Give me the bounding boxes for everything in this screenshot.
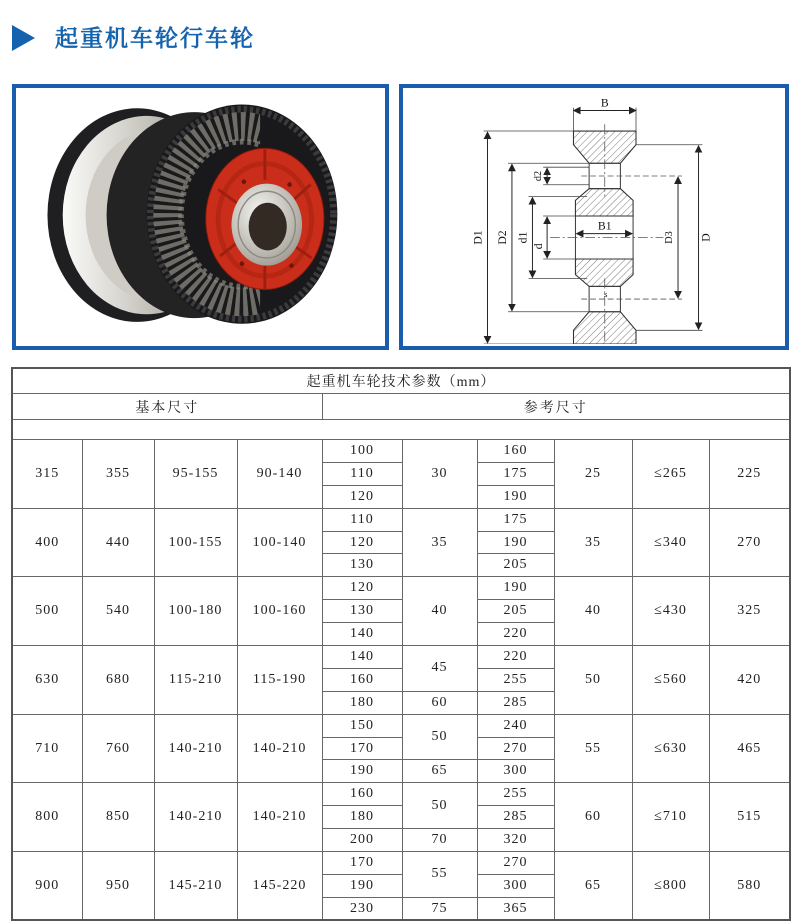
table-cell: 145-210 xyxy=(154,852,237,921)
table-cell: 140 xyxy=(322,646,402,669)
table-cell: 100-160 xyxy=(237,577,322,646)
table-row xyxy=(12,508,790,531)
table-cell: 900 xyxy=(12,852,82,921)
table-cell: 100-180 xyxy=(154,577,237,646)
table-cell: 75 xyxy=(402,897,477,920)
table-cell: 285 xyxy=(477,691,554,714)
page-header xyxy=(12,20,255,53)
table-cell: 65 xyxy=(402,760,477,783)
table-cell: 65 xyxy=(554,852,632,921)
table-cell: ≤630 xyxy=(632,714,709,783)
table-cell: 540 xyxy=(82,577,154,646)
table-title-row xyxy=(12,368,790,394)
table-cell: 200 xyxy=(322,829,402,852)
dim-s: s xyxy=(604,289,608,300)
table-cell: 115-210 xyxy=(154,646,237,715)
table-cell: 190 xyxy=(477,485,554,508)
table-cell: 320 xyxy=(477,829,554,852)
table-cell: 95-155 xyxy=(154,440,237,509)
table-cell: 400 xyxy=(12,508,82,577)
photo-frame xyxy=(12,84,389,350)
table-cell: 760 xyxy=(82,714,154,783)
table-cell: 130 xyxy=(322,554,402,577)
table-cell: 300 xyxy=(477,760,554,783)
table-cell: 180 xyxy=(322,806,402,829)
table-cell: 115-190 xyxy=(237,646,322,715)
table-cell: 175 xyxy=(477,508,554,531)
table-cell: 190 xyxy=(322,760,402,783)
table-row xyxy=(12,646,790,669)
table-cell: 140-210 xyxy=(154,714,237,783)
table-cell: 500 xyxy=(12,577,82,646)
table-cell: 285 xyxy=(477,806,554,829)
table-cell: 100 xyxy=(322,440,402,463)
table-cell: 160 xyxy=(322,668,402,691)
table-cell: 950 xyxy=(82,852,154,921)
table-cell: ≤710 xyxy=(632,783,709,852)
spec-table xyxy=(11,367,791,921)
table-cell: 205 xyxy=(477,554,554,577)
table-cell: 150 xyxy=(322,714,402,737)
table-cell: 130 xyxy=(322,600,402,623)
table-cell: 190 xyxy=(322,874,402,897)
table-cell: 30 xyxy=(402,440,477,509)
table-cell: 190 xyxy=(477,531,554,554)
table-cell: 365 xyxy=(477,897,554,920)
table-cell: 420 xyxy=(709,646,790,715)
table-cell: 50 xyxy=(554,646,632,715)
table-cell: 50 xyxy=(402,714,477,760)
table-cell: 35 xyxy=(402,508,477,577)
table-cell: 100-140 xyxy=(237,508,322,577)
table-row xyxy=(12,440,790,463)
table-cell: 145-220 xyxy=(237,852,322,921)
table-cell: 140-210 xyxy=(154,783,237,852)
table-cell: 255 xyxy=(477,668,554,691)
table-cell: 220 xyxy=(477,623,554,646)
table-cell: 190 xyxy=(477,577,554,600)
wheel-table-body xyxy=(12,440,790,921)
table-cell: 110 xyxy=(322,462,402,485)
table-cell: 25 xyxy=(554,440,632,509)
table-cell: 180 xyxy=(322,691,402,714)
table-row xyxy=(12,852,790,875)
table-row xyxy=(12,577,790,600)
table-cell: 225 xyxy=(709,440,790,509)
dim-B1: B1 xyxy=(597,219,612,233)
table-row xyxy=(12,714,790,737)
table-cell: 140-210 xyxy=(237,714,322,783)
table-cell: 45 xyxy=(402,646,477,692)
table-cell: 205 xyxy=(477,600,554,623)
table-cell: 580 xyxy=(709,852,790,921)
table-cell: 800 xyxy=(12,783,82,852)
table-cell: 325 xyxy=(709,577,790,646)
dim-B: B xyxy=(600,96,609,110)
table-cell: 120 xyxy=(322,485,402,508)
table-cell: ≤430 xyxy=(632,577,709,646)
table-cell: 270 xyxy=(477,737,554,760)
table-cell: 160 xyxy=(322,783,402,806)
table-cell: 40 xyxy=(402,577,477,646)
table-cell: 90-140 xyxy=(237,440,322,509)
table-cell: 55 xyxy=(402,852,477,898)
table-cell: 255 xyxy=(477,783,554,806)
table-row xyxy=(12,783,790,806)
page-title: 起重机车轮行车轮 xyxy=(55,25,255,51)
table-cell: 315 xyxy=(12,440,82,509)
dim-d1: d1 xyxy=(516,231,530,244)
dim-d2: d2 xyxy=(533,170,545,182)
table-cell: 270 xyxy=(477,852,554,875)
right-triangle-icon xyxy=(12,25,35,51)
table-cell: 70 xyxy=(402,829,477,852)
table-cell: ≤265 xyxy=(632,440,709,509)
table-cell: 55 xyxy=(554,714,632,783)
dim-D3: D3 xyxy=(664,231,676,244)
table-cell: 140-210 xyxy=(237,783,322,852)
table-cell: 170 xyxy=(322,852,402,875)
table-cell: 120 xyxy=(322,531,402,554)
table-cell: 850 xyxy=(82,783,154,852)
table-cell: 240 xyxy=(477,714,554,737)
table-blank-row xyxy=(12,420,790,440)
table-cell: 35 xyxy=(554,508,632,577)
table-cell: 50 xyxy=(402,783,477,829)
table-cell: 170 xyxy=(322,737,402,760)
blank-cell xyxy=(12,420,790,440)
dim-D1: D1 xyxy=(471,230,485,245)
table-cell: 100-155 xyxy=(154,508,237,577)
dim-D: D xyxy=(699,233,713,242)
table-cell: ≤340 xyxy=(632,508,709,577)
table-cell: 60 xyxy=(402,691,477,714)
table-cell: 680 xyxy=(82,646,154,715)
table-cell: 300 xyxy=(477,874,554,897)
table-title: 起重机车轮技术参数（mm） xyxy=(12,368,790,394)
diagram-frame xyxy=(399,84,789,350)
table-cell: 710 xyxy=(12,714,82,783)
table-cell: 630 xyxy=(12,646,82,715)
table-cell: 140 xyxy=(322,623,402,646)
header-basic-dimensions: 基本尺寸 xyxy=(12,394,322,420)
table-cell: 230 xyxy=(322,897,402,920)
table-cell: 355 xyxy=(82,440,154,509)
table-cell: 120 xyxy=(322,577,402,600)
table-cell: 515 xyxy=(709,783,790,852)
dim-D2: D2 xyxy=(496,230,510,245)
table-cell: ≤800 xyxy=(632,852,709,921)
table-cell: 160 xyxy=(477,440,554,463)
crane-wheel-photo xyxy=(22,94,379,340)
table-cell: 175 xyxy=(477,462,554,485)
wheel-section-drawing xyxy=(405,90,783,344)
dim-d: d xyxy=(532,243,546,250)
wheel-photo-shapes xyxy=(47,104,337,323)
table-cell: ≤560 xyxy=(632,646,709,715)
table-cell: 60 xyxy=(554,783,632,852)
table-cell: 440 xyxy=(82,508,154,577)
header-reference-dimensions: 参考尺寸 xyxy=(322,394,790,420)
table-cell: 220 xyxy=(477,646,554,669)
table-cell: 270 xyxy=(709,508,790,577)
table-cell: 40 xyxy=(554,577,632,646)
table-cell: 465 xyxy=(709,714,790,783)
table-cell: 110 xyxy=(322,508,402,531)
table-group-header-row xyxy=(12,394,790,420)
